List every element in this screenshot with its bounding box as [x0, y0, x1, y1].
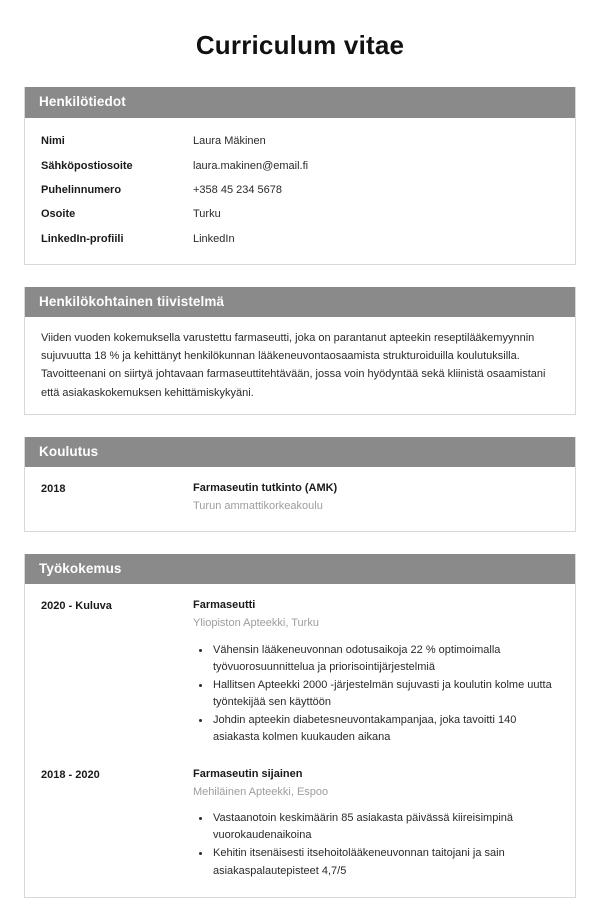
info-row [41, 130, 559, 154]
experience-entry-title: Farmaseutin sijainen [193, 767, 303, 780]
section-header-personal-details: Henkilötiedot [25, 87, 575, 118]
experience-entry-bullets [193, 810, 559, 879]
experience-entry [41, 765, 559, 885]
experience-entry-employer: Mehiläinen Apteekki, Espoo [193, 785, 329, 798]
section-personal-summary [24, 287, 576, 415]
education-body [25, 467, 575, 530]
education-entry-institution: Turun ammattikorkeakoulu [193, 500, 323, 513]
info-row [41, 227, 559, 251]
list-item: • Johdin apteekin diabetesneuvontakampanjaa, joka tavoitti 140 asiakasta kolmen kuukauden aikana [211, 712, 559, 746]
personal-details-body [25, 118, 575, 264]
work-experience-body [25, 584, 575, 896]
info-row [41, 178, 559, 202]
info-value-email: laura.makinen@email.fi [193, 159, 309, 172]
section-education [24, 437, 576, 532]
info-value-name: Laura Mäkinen [193, 135, 266, 148]
list-item: • Hallitsen Apteekki 2000 -järjestelmän sujuvasti ja koulutin kolme uutta työntekijää sen käyttöön [211, 677, 559, 711]
education-entry-title: Farmaseutin tutkinto (AMK) [193, 482, 338, 495]
section-header-personal-summary: Henkilökohtainen tiivistelmä [25, 287, 575, 318]
experience-entry-date: 2018 - 2020 [41, 768, 100, 781]
list-item: • Vastaanotoin keskimäärin 85 asiakasta päivässä kiireisimpinä vuorokaudenaikoina [211, 810, 559, 844]
page-title: Curriculum vitae [195, 30, 405, 60]
info-row [41, 203, 559, 227]
info-value-phone: +358 45 234 5678 [193, 183, 283, 196]
info-row [41, 154, 559, 178]
section-work-experience [24, 554, 576, 898]
info-label-address: Osoite [41, 208, 76, 221]
info-label-linkedin: LinkedIn-profiili [41, 232, 124, 245]
list-item: • Kehitin itsenäisesti itsehoitolääkeneuvonnan taitojani ja sain asiakaspalautepisteet 4,7/5 [211, 845, 559, 879]
section-header-education: Koulutus [25, 437, 575, 468]
info-value-linkedin[interactable]: LinkedIn [193, 232, 235, 245]
experience-entry-title: Farmaseutti [193, 599, 256, 612]
summary-paragraph: Viiden vuoden kokemuksella varustettu farmaseutti, joka on parantanut apteekin reseptilääkemyynnin sujuvuutta 18 % ja kehittänyt henkilökunnan lääkeneuvontaosaamista strukturoiduilla koulutuksilla. Tavoitteenani on siirtyä johtavaan farmaseuttitehtävään, jossa voin hyödyntää sekä kliinistä osaamistani että asiakaskokemuksen kehittämiskykyäni. [41, 332, 546, 399]
experience-entry-main [193, 598, 559, 747]
education-entry [41, 479, 559, 518]
experience-entry-bullets [193, 642, 559, 746]
section-personal-details [24, 87, 576, 264]
section-header-work-experience: Työkokemus [25, 554, 575, 585]
education-entry-date: 2018 [41, 483, 66, 496]
info-label-name: Nimi [41, 135, 65, 148]
info-label-phone: Puhelinnumero [41, 183, 122, 196]
info-label-email: Sähköpostiosoite [41, 159, 133, 172]
experience-entry-main [193, 767, 559, 881]
list-item: • Vähensin lääkeneuvonnan odotusaikoja 22 % optimoimalla työvuorosuunnittelua ja priorisointijärjestelmiä [211, 642, 559, 676]
experience-entry-employer: Yliopiston Apteekki, Turku [193, 617, 319, 630]
education-entry-main [193, 481, 559, 514]
experience-entry-date: 2020 - Kuluva [41, 600, 112, 613]
personal-summary-body [25, 317, 575, 414]
experience-entry [41, 596, 559, 751]
info-value-address: Turku [193, 208, 221, 221]
